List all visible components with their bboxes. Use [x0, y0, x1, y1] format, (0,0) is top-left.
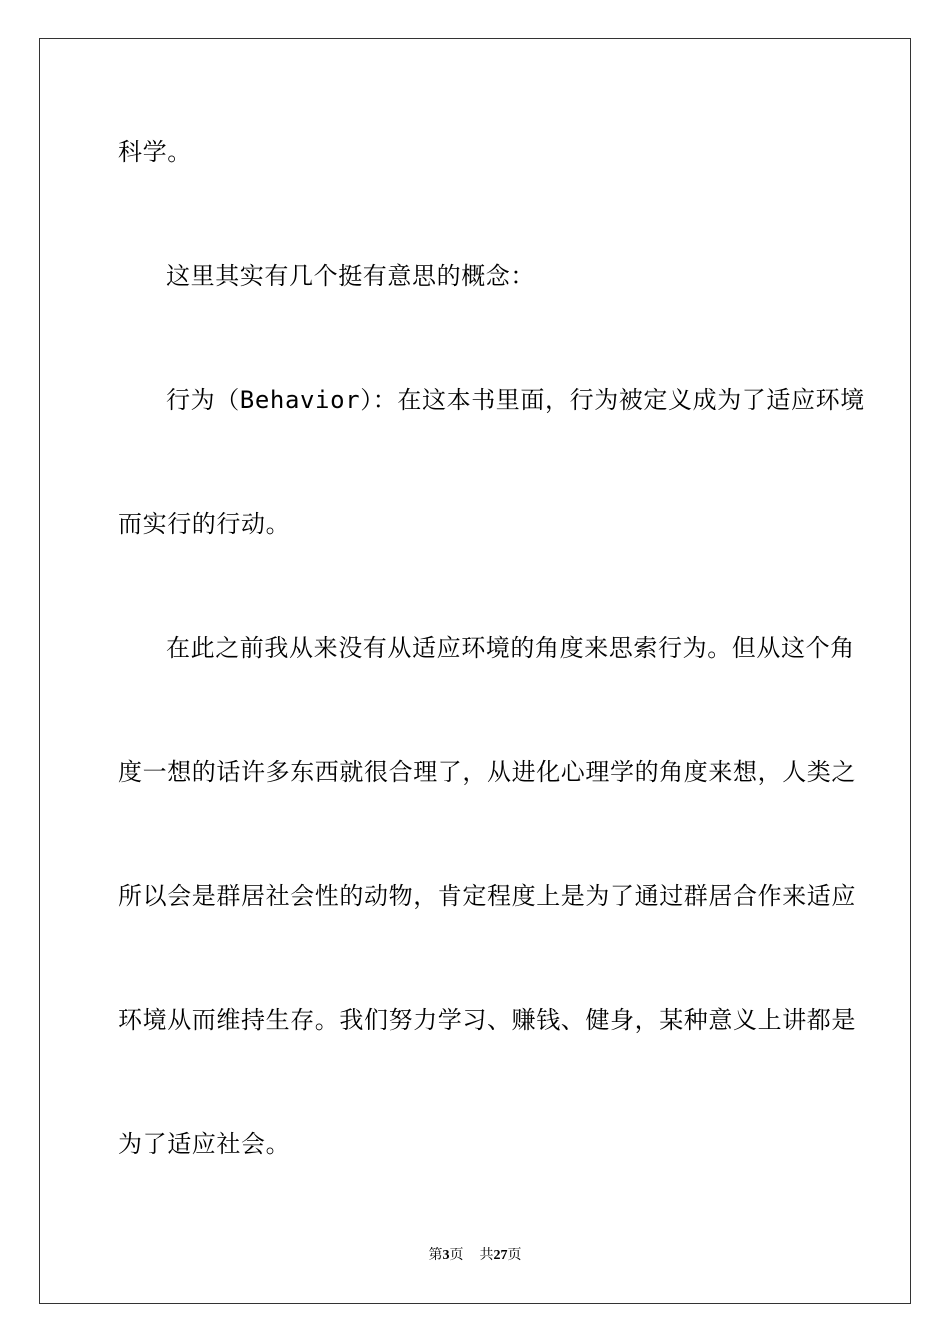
text-line-1: 科学。 [118, 138, 192, 166]
page-suffix: 页 [449, 1248, 464, 1263]
text-line-3: 行为（Behavior）：在这本书里面，行为被定义成为了适应环境 [166, 386, 865, 414]
total-pages: 27 [493, 1248, 508, 1263]
text-line-5: 在此之前我从来没有从适应环境的角度来思索行为。但从这个角 [166, 634, 855, 662]
text-line-6: 度一想的话许多东西就很合理了，从进化心理学的角度来想，人类之 [118, 758, 856, 786]
text-line-8: 环境从而维持生存。我们努力学习、赚钱、健身，某种意义上讲都是 [118, 1006, 856, 1034]
text-line-2: 这里其实有几个挺有意思的概念： [166, 262, 535, 290]
page-footer [0, 1247, 950, 1265]
page-number: 3 [442, 1248, 450, 1263]
page-prefix: 第 [428, 1248, 443, 1263]
total-prefix: 共 [479, 1248, 494, 1263]
total-suffix: 页 [507, 1248, 522, 1263]
text-line-9: 为了适应社会。 [118, 1130, 291, 1158]
text-line-7: 所以会是群居社会性的动物，肯定程度上是为了通过群居合作来适应 [118, 882, 856, 910]
text-line-4: 而实行的行动。 [118, 510, 291, 538]
page-border [39, 38, 911, 1304]
